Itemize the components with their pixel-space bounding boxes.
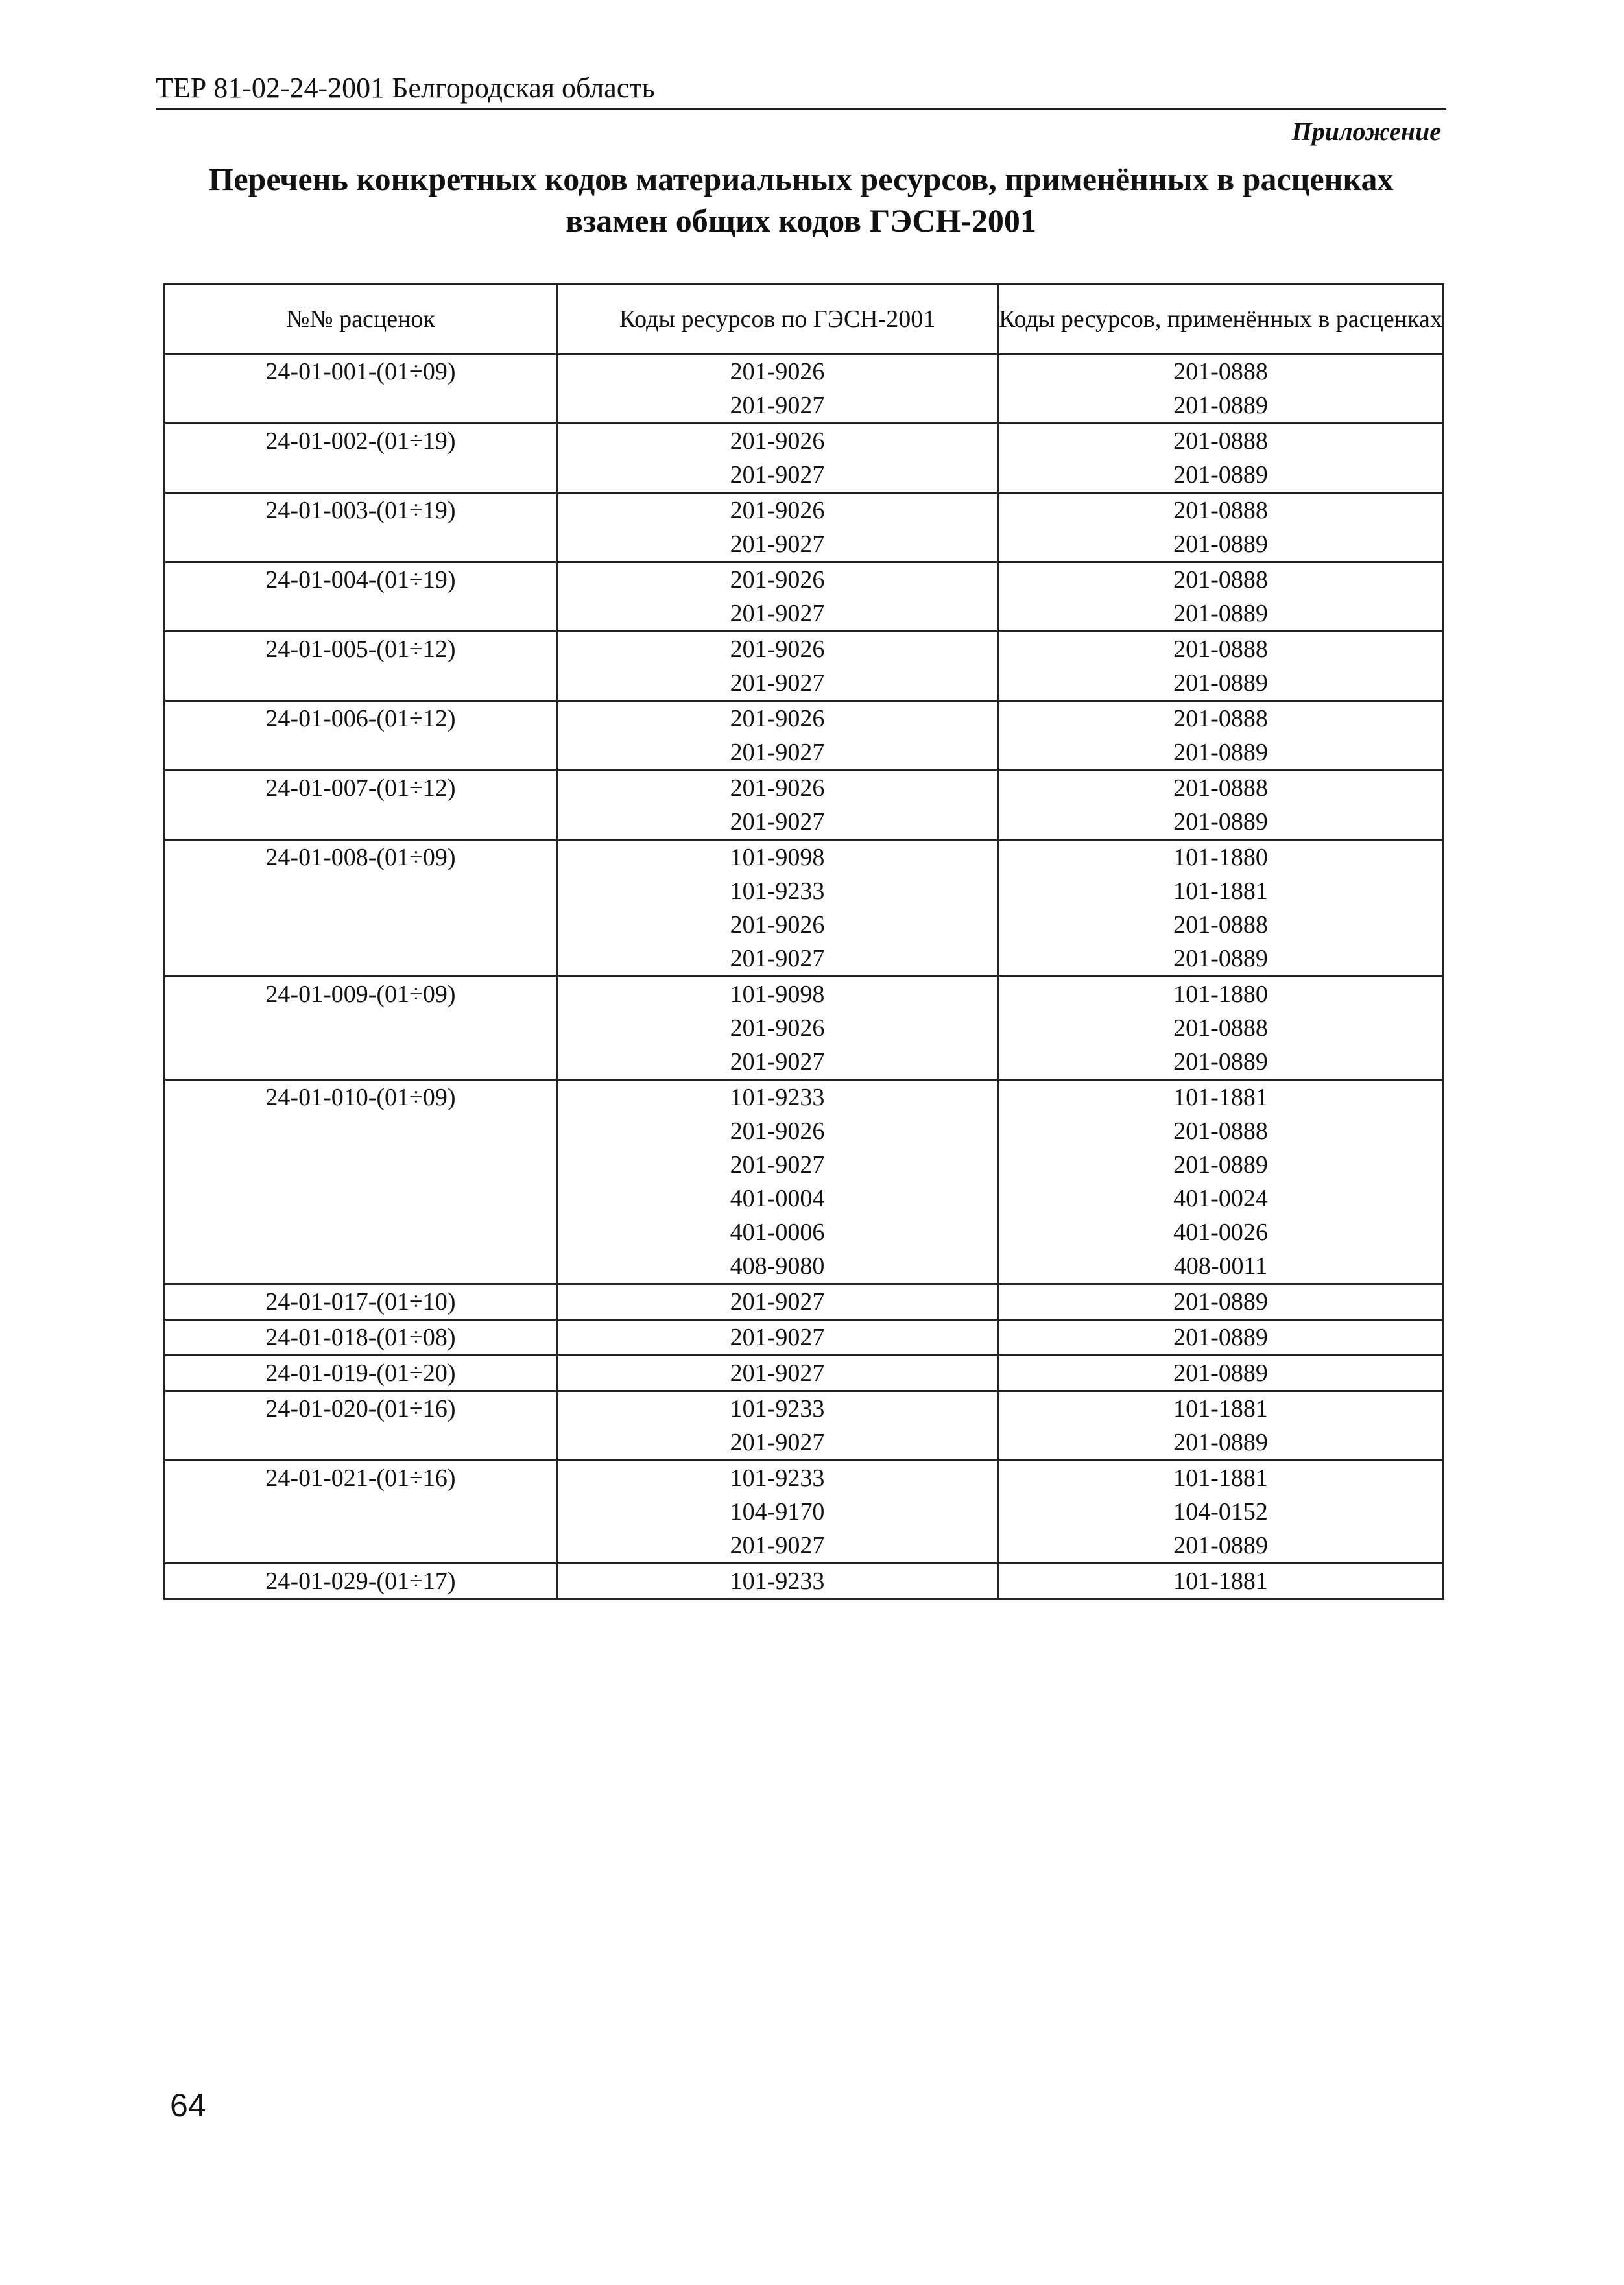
resource-codes-table <box>163 283 1444 1600</box>
gesn-code: 201-9027 <box>730 808 825 835</box>
gesn-code: 201-9027 <box>730 1359 825 1387</box>
rate-number: 24-01-005-(01÷12) <box>265 636 456 663</box>
gesn-code: 101-9233 <box>730 1568 825 1595</box>
applied-code: 201-0889 <box>1173 392 1268 419</box>
gesn-codes-cell <box>557 1080 998 1284</box>
gesn-codes-cell <box>557 493 998 562</box>
gesn-code: 201-9027 <box>730 1324 825 1351</box>
gesn-codes-cell <box>557 977 998 1080</box>
applied-code: 101-1881 <box>1173 1465 1268 1492</box>
rate-number: 24-01-002-(01÷19) <box>265 427 456 455</box>
gesn-codes-cell <box>557 701 998 771</box>
rate-number: 24-01-019-(01÷20) <box>265 1359 456 1387</box>
gesn-code: 201-9027 <box>730 531 825 558</box>
rate-number: 24-01-021-(01÷16) <box>265 1465 456 1492</box>
page-number: 64 <box>170 2087 206 2123</box>
gesn-code: 201-9027 <box>730 392 825 419</box>
gesn-code: 101-9098 <box>730 981 825 1008</box>
rate-number-cell <box>165 1461 557 1564</box>
rate-number-cell <box>165 354 557 424</box>
applied-code: 201-0889 <box>1173 945 1268 972</box>
rate-number-cell <box>165 1356 557 1391</box>
gesn-code: 201-9027 <box>730 600 825 627</box>
gesn-code: 201-9027 <box>730 669 825 697</box>
page-title <box>156 158 1446 241</box>
rate-number-cell <box>165 1284 557 1320</box>
table-row <box>165 1391 1444 1461</box>
rate-number: 24-01-004-(01÷19) <box>265 566 456 593</box>
applied-code: 201-0889 <box>1173 669 1268 697</box>
applied-code: 201-0889 <box>1173 600 1268 627</box>
table-row <box>165 1564 1444 1599</box>
applied-code: 201-0889 <box>1173 531 1268 558</box>
gesn-code: 201-9027 <box>730 1151 825 1178</box>
rate-number-cell <box>165 562 557 632</box>
table-row <box>165 1284 1444 1320</box>
rate-number-cell <box>165 632 557 701</box>
applied-code: 104-0152 <box>1173 1498 1268 1525</box>
gesn-codes-cell <box>557 1320 998 1356</box>
column-header-applied-codes: Коды ресурсов, применённых в расценках <box>998 285 1444 354</box>
gesn-code: 401-0006 <box>730 1219 825 1246</box>
rate-number: 24-01-007-(01÷12) <box>265 774 456 802</box>
gesn-code: 201-9026 <box>730 566 825 593</box>
applied-code: 408-0011 <box>1173 1252 1268 1280</box>
table-row <box>165 1461 1444 1564</box>
applied-code: 101-1881 <box>1173 878 1268 905</box>
rate-number-cell <box>165 771 557 840</box>
applied-code: 401-0026 <box>1173 1219 1268 1246</box>
applied-code: 201-0888 <box>1173 705 1268 732</box>
applied-code: 401-0024 <box>1173 1185 1268 1212</box>
applied-codes-cell <box>998 493 1444 562</box>
applied-codes-cell <box>998 977 1444 1080</box>
gesn-codes-cell <box>557 562 998 632</box>
table-header <box>165 285 1444 354</box>
rate-number-cell <box>165 493 557 562</box>
gesn-code: 101-9098 <box>730 844 825 871</box>
applied-codes-cell <box>998 632 1444 701</box>
applied-codes-cell <box>998 1080 1444 1284</box>
gesn-code: 201-9026 <box>730 497 825 524</box>
rate-number-cell <box>165 1320 557 1356</box>
rate-number: 24-01-001-(01÷09) <box>265 358 456 385</box>
applied-codes-cell <box>998 1320 1444 1356</box>
column-header-rates: №№ расценок <box>165 285 557 354</box>
table-header-row <box>165 285 1444 354</box>
gesn-codes-cell <box>557 424 998 493</box>
gesn-codes-cell <box>557 771 998 840</box>
applied-code: 201-0889 <box>1173 1429 1268 1456</box>
applied-code: 101-1881 <box>1173 1395 1268 1422</box>
gesn-code: 101-9233 <box>730 1395 825 1422</box>
gesn-code: 408-9080 <box>730 1252 825 1280</box>
gesn-code: 201-9026 <box>730 358 825 385</box>
gesn-code: 401-0004 <box>730 1185 825 1212</box>
applied-codes-cell <box>998 562 1444 632</box>
table-row <box>165 977 1444 1080</box>
table-row <box>165 771 1444 840</box>
appendix-label: Приложение <box>1291 117 1441 146</box>
rate-number: 24-01-029-(01÷17) <box>265 1568 456 1595</box>
applied-code: 101-1880 <box>1173 844 1268 871</box>
rate-number-cell <box>165 1080 557 1284</box>
applied-code: 201-0889 <box>1173 1151 1268 1178</box>
gesn-code: 101-9233 <box>730 878 825 905</box>
rate-number-cell <box>165 1391 557 1461</box>
applied-codes-cell <box>998 1391 1444 1461</box>
gesn-codes-cell <box>557 1284 998 1320</box>
applied-code: 201-0888 <box>1173 497 1268 524</box>
applied-code: 201-0889 <box>1173 1048 1268 1075</box>
rate-number: 24-01-008-(01÷09) <box>265 844 456 871</box>
gesn-code: 201-9027 <box>730 1048 825 1075</box>
gesn-code: 201-9026 <box>730 705 825 732</box>
rate-number: 24-01-010-(01÷09) <box>265 1084 456 1111</box>
applied-code: 201-0888 <box>1173 636 1268 663</box>
gesn-code: 201-9027 <box>730 945 825 972</box>
table-row <box>165 562 1444 632</box>
gesn-code: 201-9027 <box>730 1532 825 1559</box>
table-row <box>165 1356 1444 1391</box>
table-row <box>165 840 1444 977</box>
rate-number-cell <box>165 977 557 1080</box>
gesn-code: 201-9027 <box>730 1288 825 1315</box>
gesn-code: 101-9233 <box>730 1465 825 1492</box>
applied-code: 201-0889 <box>1173 1532 1268 1559</box>
gesn-code: 201-9026 <box>730 774 825 802</box>
applied-code: 201-0889 <box>1173 1288 1268 1315</box>
table-row <box>165 493 1444 562</box>
rate-number-cell <box>165 424 557 493</box>
gesn-code: 101-9233 <box>730 1084 825 1111</box>
gesn-code: 104-9170 <box>730 1498 825 1525</box>
applied-code: 201-0888 <box>1173 911 1268 939</box>
applied-code: 101-1881 <box>1173 1568 1268 1595</box>
column-header-gesn-codes: Коды ресурсов по ГЭСН-2001 <box>557 285 998 354</box>
rate-number: 24-01-003-(01÷19) <box>265 497 456 524</box>
applied-codes-cell <box>998 840 1444 977</box>
applied-codes-cell <box>998 771 1444 840</box>
gesn-code: 201-9026 <box>730 1014 825 1042</box>
gesn-code: 201-9026 <box>730 636 825 663</box>
gesn-codes-cell <box>557 354 998 424</box>
rate-number: 24-01-018-(01÷08) <box>265 1324 456 1351</box>
gesn-codes-cell <box>557 1564 998 1599</box>
applied-codes-cell <box>998 701 1444 771</box>
applied-code: 201-0888 <box>1173 566 1268 593</box>
applied-codes-cell <box>998 424 1444 493</box>
gesn-codes-cell <box>557 632 998 701</box>
rate-number-cell <box>165 701 557 771</box>
gesn-code: 201-9026 <box>730 427 825 455</box>
table-body <box>165 354 1444 1599</box>
gesn-code: 201-9027 <box>730 739 825 766</box>
applied-code: 201-0888 <box>1173 1014 1268 1042</box>
page-title-line-1: Перечень конкретных кодов материальных ресурсов, применённых в расценках <box>208 161 1394 197</box>
gesn-codes-cell <box>557 840 998 977</box>
table-row <box>165 424 1444 493</box>
applied-code: 201-0889 <box>1173 461 1268 488</box>
gesn-codes-cell <box>557 1391 998 1461</box>
table-row <box>165 1080 1444 1284</box>
table-row <box>165 701 1444 771</box>
rate-number: 24-01-020-(01÷16) <box>265 1395 456 1422</box>
applied-code: 201-0889 <box>1173 739 1268 766</box>
gesn-code: 201-9026 <box>730 1118 825 1145</box>
rate-number-cell <box>165 1564 557 1599</box>
applied-codes-cell <box>998 1284 1444 1320</box>
applied-code: 201-0888 <box>1173 1118 1268 1145</box>
running-header: ТЕР 81-02-24-2001 Белгородская область <box>156 70 1446 110</box>
applied-code: 201-0888 <box>1173 358 1268 385</box>
gesn-code: 201-9027 <box>730 1429 825 1456</box>
applied-codes-cell <box>998 1564 1444 1599</box>
gesn-code: 201-9026 <box>730 911 825 939</box>
applied-code: 201-0888 <box>1173 774 1268 802</box>
page-title-line-2: взамен общих кодов ГЭСН-2001 <box>566 202 1036 239</box>
applied-codes-cell <box>998 1356 1444 1391</box>
gesn-codes-cell <box>557 1356 998 1391</box>
applied-codes-cell <box>998 354 1444 424</box>
applied-code: 201-0889 <box>1173 1359 1268 1387</box>
rate-number: 24-01-006-(01÷12) <box>265 705 456 732</box>
gesn-codes-cell <box>557 1461 998 1564</box>
gesn-code: 201-9027 <box>730 461 825 488</box>
rate-number: 24-01-009-(01÷09) <box>265 981 456 1008</box>
table-row <box>165 632 1444 701</box>
rate-number-cell <box>165 840 557 977</box>
applied-codes-cell <box>998 1461 1444 1564</box>
table-row <box>165 354 1444 424</box>
applied-code: 101-1881 <box>1173 1084 1268 1111</box>
applied-code: 201-0889 <box>1173 1324 1268 1351</box>
applied-code: 201-0889 <box>1173 808 1268 835</box>
table-row <box>165 1320 1444 1356</box>
applied-code: 201-0888 <box>1173 427 1268 455</box>
rate-number: 24-01-017-(01÷10) <box>265 1288 456 1315</box>
applied-code: 101-1880 <box>1173 981 1268 1008</box>
